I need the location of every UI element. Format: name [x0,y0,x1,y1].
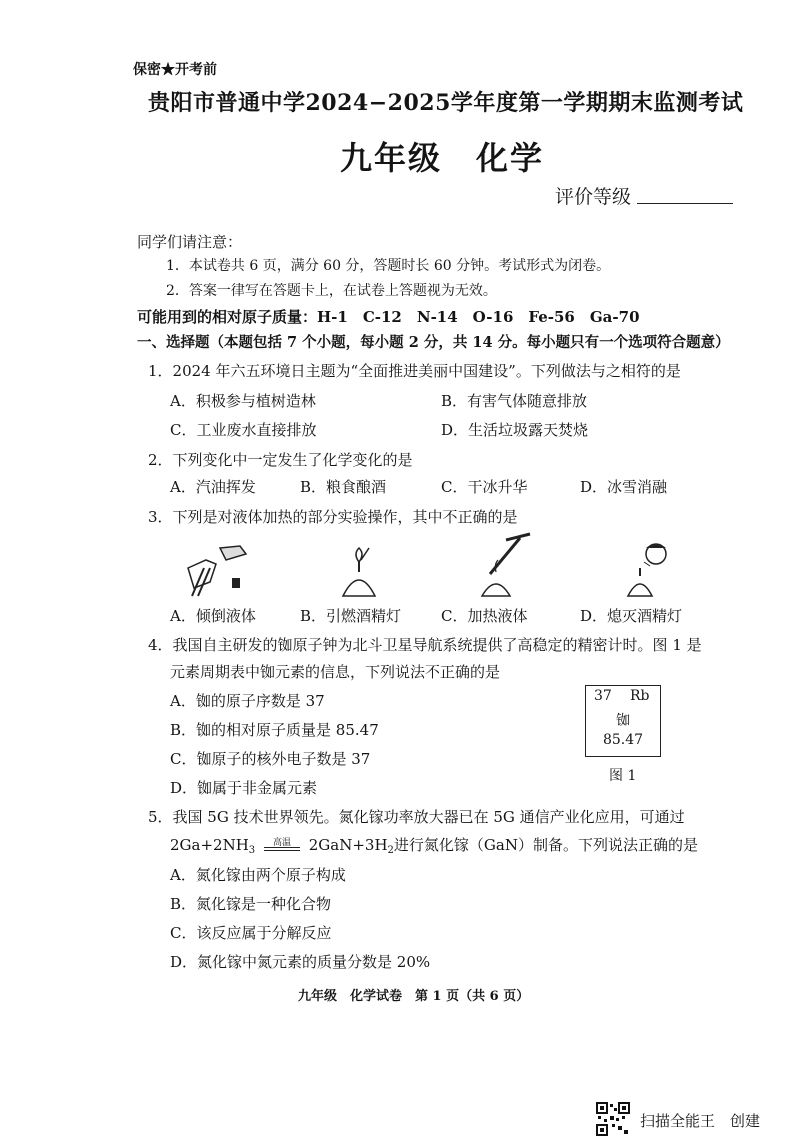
option-b: B．引燃酒精灯 [300,607,402,625]
equation-product-subscript: 2 [387,845,394,856]
chemical-equation-line [170,835,698,861]
option-d: D．生活垃圾露天焚烧 [441,421,589,439]
pouring-liquid-illustration [180,538,252,598]
option-b: B．铷的相对原子质量是 85.47 [170,721,379,739]
notice-item: 1．本试卷共 6 页，满分 60 分，答题时长 60 分钟。考试形式为闭卷。 [166,258,611,274]
equation-tail-text: 进行氮化镓（GaN）制备。下列说法正确的是 [393,836,698,854]
option-d: D．铷属于非金属元素 [170,779,318,797]
option-c: C．铷原子的核外电子数是 37 [170,750,371,768]
equation-reactants: 2Ga+2NH [170,836,249,854]
reaction-condition: 高温 [272,838,291,848]
question-stem: 4．我国自主研发的铷原子钟为北斗卫星导航系统提供了高稳定的精密计时。图 1 是 [148,636,702,654]
extinguishing-lamp-illustration [622,540,670,600]
atomic-masses: 可能用到的相对原子质量：H-1 C-12 N-14 O-16 Fe-56 Ga-70 [137,308,640,326]
equation-products: 2GaN+3H [308,836,388,854]
qr-code-icon [596,1102,630,1136]
reaction-arrow [260,835,304,855]
option-a: A．倾倒液体 [170,607,256,625]
question-stem: 2．下列变化中一定发生了化学变化的是 [148,451,413,469]
option-c: C．干冰升华 [441,478,528,496]
question-stem: 5．我国 5G 技术世界领先。氮化镓功率放大器已在 5G 通信产业化应用，可通过 [148,808,685,826]
option-d: D．氮化镓中氮元素的质量分数是 20% [170,953,431,971]
subject-title: 九年级 化学 [340,139,545,177]
option-c: C．该反应属于分解反应 [170,924,332,942]
option-a: A．氮化镓由两个原子构成 [170,866,346,884]
scanner-watermark: 扫描全能王 创建 [640,1112,761,1130]
grade-label: 评价等级 [555,186,632,208]
page-footer: 九年级 化学试卷 第 1 页（共 6 页） [298,989,530,1004]
notice-item: 2．答案一律写在答题卡上，在试卷上答题视为无效。 [166,283,497,299]
question-stem: 3．下列是对液体加热的部分实验操作，其中不正确的是 [148,508,518,526]
heating-liquid-illustration [472,530,534,600]
alcohol-lamp-lighting-illustration [335,546,383,600]
element-symbol: Rb [630,688,650,704]
option-a: A．铷的原子序数是 37 [170,692,325,710]
option-a: A．汽油挥发 [170,478,256,496]
option-b: B．氮化镓是一种化合物 [170,895,332,913]
element-name: 铷 [616,713,630,729]
grade-blank-line [637,203,733,204]
exam-title: 贵阳市普通中学2024−2025学年度第一学期期末监测考试 [148,90,744,116]
element-card-rubidium [585,685,661,757]
option-d: D．熄灭酒精灯 [580,607,683,625]
notice-heading: 同学们请注意： [137,233,243,251]
option-b: B．粮食酿酒 [300,478,387,496]
option-d: D．冰雪消融 [580,478,668,496]
element-atomic-number: 37 [594,688,612,704]
option-c: C．加热液体 [441,607,528,625]
option-b: B．有害气体随意排放 [441,392,588,410]
option-a: A．积极参与植树造林 [170,392,316,410]
equation-reactant-subscript: 3 [248,845,256,856]
question-stem-continued: 元素周期表中铷元素的信息，下列说法不正确的是 [170,663,501,681]
element-atomic-mass: 85.47 [602,732,644,748]
option-c: C．工业废水直接排放 [170,421,317,439]
question-stem: 1．2024 年六五环境日主题为“全面推进美丽中国建设”。下列做法与之相符的是 [148,362,681,380]
section-heading: 一、选择题（本题包括 7 个小题，每小题 2 分，共 14 分。每小题只有一个选项符合题意） [137,334,730,351]
figure-label: 图 1 [609,768,637,784]
confidential-label: 保密★开考前 [133,62,217,78]
